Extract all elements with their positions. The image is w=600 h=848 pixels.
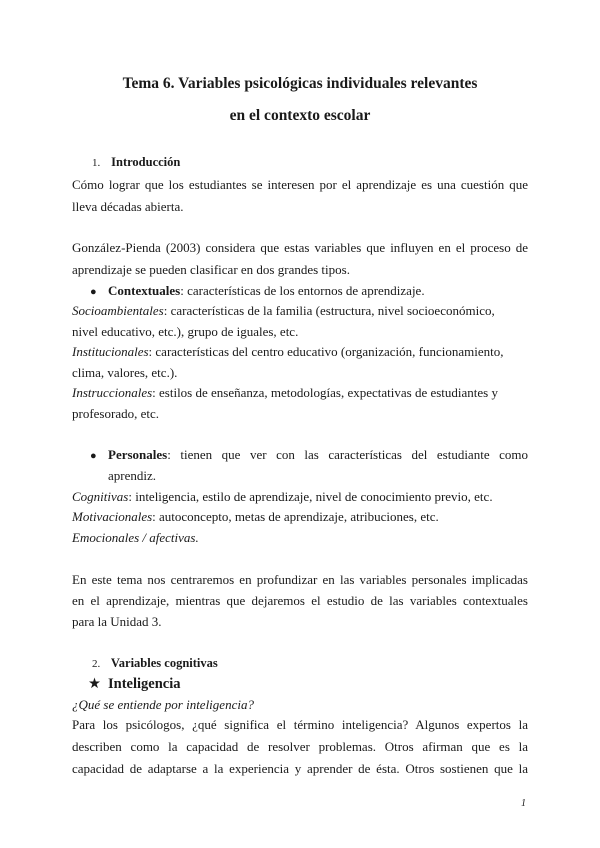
section-title: Introducción	[111, 155, 181, 169]
section-title: Variables cognitivas	[110, 656, 218, 670]
instruccionales-line: Instruccionales: estilos de enseñanza, metodologías, expectativas de estudiantes y	[72, 385, 498, 400]
paragraph-line: nivel educativo, etc.), grupo de iguales, etc.	[72, 324, 299, 339]
subheading-inteligencia	[88, 675, 181, 693]
term-label: Cognitivas	[72, 489, 129, 504]
section-heading-variables-cognitivas	[92, 655, 218, 672]
socioambientales-line: Socioambientales: características de la familia (estructura, nivel socioeconómico,	[72, 303, 495, 318]
bullet-personales: ● Personales: tienen que ver con las características del estudiante como	[90, 446, 528, 465]
question-line: ¿Qué se entiende por inteligencia?	[72, 697, 254, 712]
motivacionales-line: Motivacionales: autoconcepto, metas de aprendizaje, atribuciones, etc.	[72, 509, 439, 524]
document-title-line-1: Tema 6. Variables psicológicas individuales relevantes	[122, 75, 478, 92]
term-label: Instruccionales	[72, 385, 153, 400]
section-heading-introduccion	[92, 154, 180, 171]
section-number: 1.	[92, 157, 101, 169]
bullet-label: Personales	[108, 447, 168, 462]
paragraph-line: en el aprendizaje, mientras que dejaremos el estudio de las variables contextuales	[72, 593, 528, 608]
paragraph-line: capacidad de adaptarse a la experiencia y aprender de ésta. Otros sostienen que la	[72, 761, 528, 776]
bullet-contextuales	[90, 282, 425, 301]
paragraph-line: aprendiz.	[108, 468, 157, 483]
bullet-label: Contextuales	[108, 283, 181, 298]
paragraph-line: describen como la capacidad de resolver problemas. Otros afirman que es la	[72, 739, 528, 754]
paragraph-line: clima, valores, etc.).	[72, 365, 178, 380]
paragraph-line: Cómo lograr que los estudiantes se interesen por el aprendizaje es una cuestión que	[72, 177, 528, 192]
bullet-icon: ●	[90, 450, 97, 462]
page-number: 1	[521, 798, 526, 809]
institucionales-line: Institucionales: características del centro educativo (organización, funcionamiento,	[72, 344, 504, 359]
section-number: 2.	[92, 658, 101, 670]
paragraph-line: Para los psicólogos, ¿qué significa el término inteligencia? Algunos expertos la	[72, 717, 528, 732]
bullet-icon: ●	[90, 286, 97, 298]
term-label: Emocionales / afectivas.	[72, 530, 199, 545]
paragraph-line: En este tema nos centraremos en profundizar en las variables personales implicadas	[72, 572, 528, 587]
term-label: Socioambientales	[72, 303, 164, 318]
bullet-text: : características de los entornos de aprendizaje.	[180, 283, 425, 298]
paragraph-line: aprendizaje se pueden clasificar en dos grandes tipos.	[72, 262, 350, 277]
document-title-line-2: en el contexto escolar	[229, 107, 371, 124]
emocionales-line	[72, 529, 199, 546]
star-icon: ★	[88, 676, 101, 692]
term-label: Motivacionales	[72, 509, 153, 524]
subheading-title: Inteligencia	[108, 676, 181, 692]
paragraph-line: lleva décadas abierta.	[72, 199, 184, 214]
term-label: Institucionales	[72, 344, 149, 359]
paragraph-line: profesorado, etc.	[72, 406, 159, 421]
paragraph-line: para la Unidad 3.	[72, 614, 162, 629]
paragraph-line: González-Pienda (2003) considera que estas variables que influyen en el proceso de	[72, 240, 528, 255]
cognitivas-line: Cognitivas: inteligencia, estilo de aprendizaje, nivel de conocimiento previo, etc.	[72, 489, 493, 504]
